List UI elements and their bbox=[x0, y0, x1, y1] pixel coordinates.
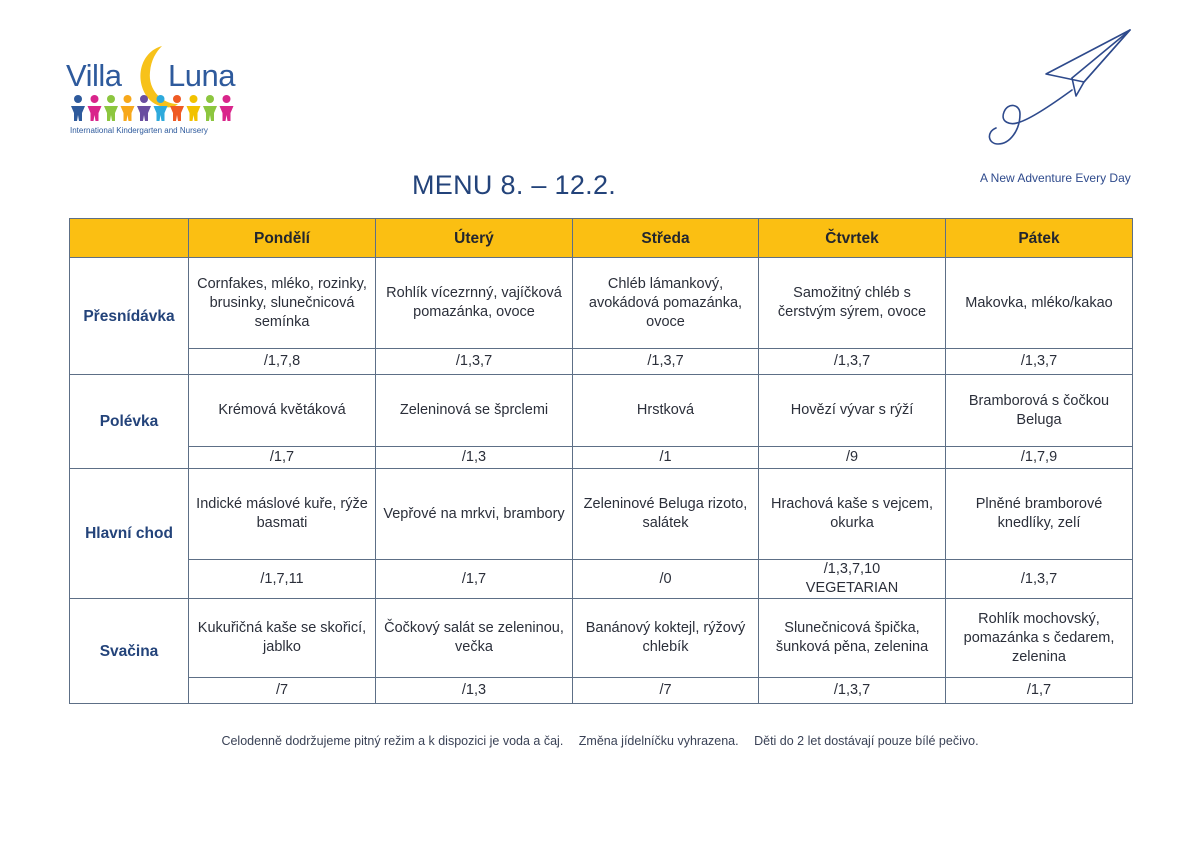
allergen-cell-vegetarian bbox=[759, 560, 946, 599]
allergen-cell: /1,7 bbox=[376, 560, 573, 599]
meal-label: Polévka bbox=[70, 375, 189, 469]
child-figure bbox=[203, 95, 217, 121]
child-figure bbox=[220, 95, 234, 121]
day-wednesday: Středa bbox=[573, 219, 759, 258]
logo-tagline: International Kindergarten and Nursery bbox=[70, 126, 208, 135]
allergen-row bbox=[70, 560, 1133, 599]
children-figures-icon bbox=[70, 94, 238, 122]
dish-cell: Zeleninová se šprclemi bbox=[376, 375, 573, 447]
allergen-cell: /7 bbox=[189, 678, 376, 704]
dish-cell: Bramborová s čočkou Beluga bbox=[946, 375, 1133, 447]
allergen-value: /1,3,7,10 bbox=[823, 561, 881, 577]
dish-cell: Slunečnicová špička, šunková pěna, zelenina bbox=[759, 599, 946, 678]
allergen-cell: /1,3 bbox=[376, 447, 573, 469]
day-tuesday: Úterý bbox=[376, 219, 573, 258]
day-monday: Pondělí bbox=[189, 219, 376, 258]
meal-label: Přesnídávka bbox=[70, 258, 189, 375]
allergen-cell: /1,3,7 bbox=[946, 560, 1133, 599]
allergen-cell: /7 bbox=[573, 678, 759, 704]
allergen-row bbox=[70, 447, 1133, 469]
dish-cell: Zeleninové Beluga rizoto, salátek bbox=[573, 469, 759, 560]
menu-title: MENU 8. – 12.2. bbox=[412, 170, 617, 200]
dish-cell: Kukuřičná kaše se skořicí, jablko bbox=[189, 599, 376, 678]
slogan: A New Adventure Every Day bbox=[980, 171, 1131, 185]
dish-cell: Cornfakes, mléko, rozinky, brusinky, slunečnicová semínka bbox=[189, 258, 376, 349]
meal-label: Svačina bbox=[70, 599, 189, 704]
allergen-cell: /0 bbox=[573, 560, 759, 599]
vegetarian-note: VEGETARIAN bbox=[805, 580, 899, 596]
corner-cell bbox=[70, 219, 189, 258]
allergen-row bbox=[70, 349, 1133, 375]
dish-row bbox=[70, 258, 1133, 349]
allergen-cell: /1,7,8 bbox=[189, 349, 376, 375]
child-figure bbox=[88, 95, 102, 121]
allergen-cell: /1,3,7 bbox=[946, 349, 1133, 375]
dish-row bbox=[70, 469, 1133, 560]
child-figure bbox=[170, 95, 184, 121]
allergen-cell: /1,3 bbox=[376, 678, 573, 704]
logo-word-luna: Luna bbox=[168, 58, 235, 93]
child-figure bbox=[187, 95, 201, 121]
paper-plane-icon bbox=[980, 26, 1140, 161]
allergen-row bbox=[70, 678, 1133, 704]
dish-cell: Čočkový salát se zeleninou, večka bbox=[376, 599, 573, 678]
dish-cell: Makovka, mléko/kakao bbox=[946, 258, 1133, 349]
dish-cell: Banánový koktejl, rýžový chlebík bbox=[573, 599, 759, 678]
dish-cell: Rohlík vícezrnný, vajíčková pomazánka, ovoce bbox=[376, 258, 573, 349]
allergen-cell: /1,7 bbox=[189, 447, 376, 469]
child-figure bbox=[104, 95, 118, 121]
allergen-cell: /1,3,7 bbox=[759, 678, 946, 704]
dish-cell: Vepřové na mrkvi, brambory bbox=[376, 469, 573, 560]
menu-table bbox=[69, 218, 1133, 704]
footer-note-bread: Děti do 2 let dostávají pouze bílé pečivo. bbox=[754, 734, 979, 748]
dish-cell: Rohlík mochovský, pomazánka s čedarem, zelenina bbox=[946, 599, 1133, 678]
dish-cell: Plněné bramborové knedlíky, zelí bbox=[946, 469, 1133, 560]
allergen-cell: /1,3,7 bbox=[759, 349, 946, 375]
meal-label: Hlavní chod bbox=[70, 469, 189, 599]
dish-cell: Hovězí vývar s rýží bbox=[759, 375, 946, 447]
allergen-cell: /9 bbox=[759, 447, 946, 469]
dish-cell: Chléb lámankový, avokádová pomazánka, ovoce bbox=[573, 258, 759, 349]
allergen-cell: /1,7,9 bbox=[946, 447, 1133, 469]
dish-cell: Indické máslové kuře, rýže basmati bbox=[189, 469, 376, 560]
footer-notes bbox=[0, 734, 1200, 748]
allergen-cell: /1,7 bbox=[946, 678, 1133, 704]
dish-cell: Samožitný chléb s čerstvým sýrem, ovoce bbox=[759, 258, 946, 349]
child-figure bbox=[71, 95, 85, 121]
child-figure bbox=[154, 95, 168, 121]
allergen-cell: /1,3,7 bbox=[376, 349, 573, 375]
villa-luna-logo bbox=[66, 44, 246, 140]
dish-cell: Hrstková bbox=[573, 375, 759, 447]
footer-note-drinking: Celodenně dodržujeme pitný režim a k dispozici je voda a čaj. bbox=[221, 734, 564, 748]
dish-cell: Hrachová kaše s vejcem, okurka bbox=[759, 469, 946, 560]
footer-note-change: Změna jídelníčku vyhrazena. bbox=[578, 734, 739, 748]
allergen-cell: /1,3,7 bbox=[573, 349, 759, 375]
child-figure bbox=[121, 95, 135, 121]
day-friday: Pátek bbox=[946, 219, 1133, 258]
dish-row bbox=[70, 375, 1133, 447]
day-thursday: Čtvrtek bbox=[759, 219, 946, 258]
dish-row bbox=[70, 599, 1133, 678]
allergen-cell: /1,7,11 bbox=[189, 560, 376, 599]
header-row bbox=[70, 219, 1133, 258]
logo-word-villa: Villa bbox=[66, 58, 122, 93]
child-figure bbox=[137, 95, 151, 121]
dish-cell: Krémová květáková bbox=[189, 375, 376, 447]
allergen-cell: /1 bbox=[573, 447, 759, 469]
